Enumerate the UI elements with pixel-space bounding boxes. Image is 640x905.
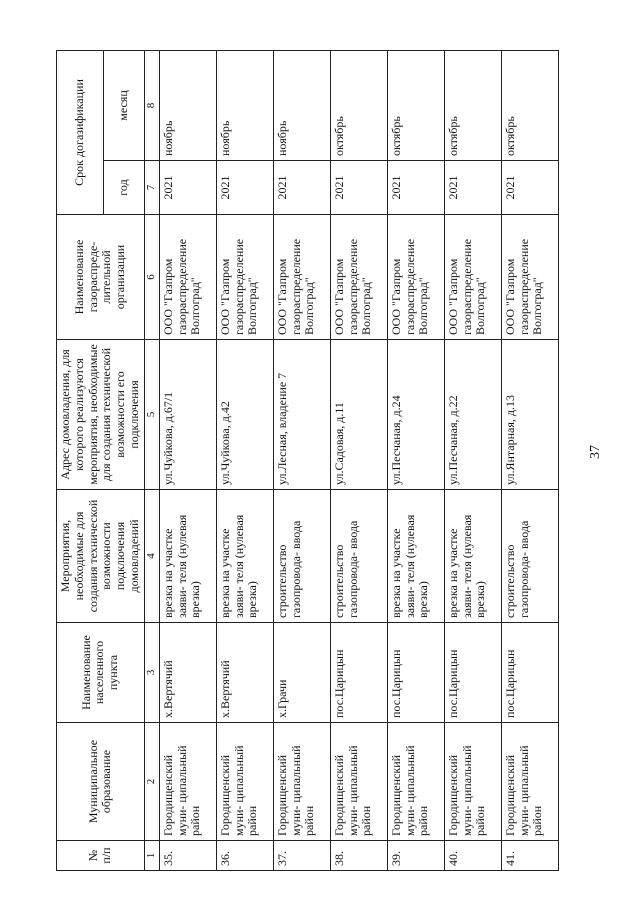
row-number: 39. xyxy=(387,841,444,871)
row-organization: ООО "Газпром газораспределение Волгоград" xyxy=(159,215,216,340)
table-row xyxy=(444,50,501,870)
row-address: ул.Чуйкова, д.42 xyxy=(216,340,273,490)
row-year: 2021 xyxy=(501,161,558,215)
row-settlement: х.Вертячий xyxy=(216,623,273,723)
column-index: 8 xyxy=(144,50,159,160)
row-organization: ООО "Газпром газораспределение Волгоград" xyxy=(330,215,387,340)
row-year: 2021 xyxy=(273,161,330,215)
row-municipality: Городищенский муни- ципальный район xyxy=(216,723,273,841)
row-address: ул.Лесная, владение 7 xyxy=(273,340,330,490)
row-measures: врезка на участке заяви- теля (нулевая врезка) xyxy=(216,490,273,623)
column-index: 5 xyxy=(144,340,159,490)
row-address: ул.Садовая, д.11 xyxy=(330,340,387,490)
header-term: Срок догазификации xyxy=(57,50,104,214)
row-year: 2021 xyxy=(216,161,273,215)
row-organization: ООО "Газпром газораспределение Волгоград" xyxy=(216,215,273,340)
row-municipality: Городищенский муни- ципальный район xyxy=(387,723,444,841)
table-row xyxy=(501,50,558,870)
row-month: октябрь xyxy=(330,50,387,160)
row-address: ул.Песчаная, д.22 xyxy=(444,340,501,490)
column-index: 3 xyxy=(144,623,159,723)
table-row xyxy=(273,50,330,870)
row-number: 40. xyxy=(444,841,501,871)
header-settlement: Наименование населенного пункта xyxy=(57,623,145,723)
row-month: ноябрь xyxy=(159,50,216,160)
header-address: Адрес домовладения, для которого реализуются мероприятия, необходимые для создания технической возможности его подключения xyxy=(57,340,145,490)
column-index: 1 xyxy=(144,841,159,871)
row-number: 37. xyxy=(273,841,330,871)
header-month: месяц xyxy=(104,50,145,160)
row-settlement: х.Грачи xyxy=(273,623,330,723)
header-measures: Мероприятия, необходимые для создания технической возможности подключения домовладений xyxy=(57,490,145,623)
row-year: 2021 xyxy=(330,161,387,215)
row-month: ноябрь xyxy=(273,50,330,160)
row-municipality: Городищенский муни- ципальный район xyxy=(501,723,558,841)
header-organization: Наименование газораспреде- лительной организации xyxy=(57,215,145,340)
row-organization: ООО "Газпром газораспределение Волгоград" xyxy=(444,215,501,340)
row-measures: строительство газопровода- ввода xyxy=(273,490,330,623)
row-municipality: Городищенский муни- ципальный район xyxy=(444,723,501,841)
row-settlement: пос.Царицын xyxy=(330,623,387,723)
row-year: 2021 xyxy=(444,161,501,215)
column-index-row xyxy=(144,50,159,870)
row-address: ул.Чуйкова, д.67/1 xyxy=(159,340,216,490)
row-municipality: Городищенский муни- ципальный район xyxy=(159,723,216,841)
row-measures: строительство газопровода- ввода xyxy=(330,490,387,623)
table-row xyxy=(159,50,216,870)
row-settlement: пос.Царицын xyxy=(387,623,444,723)
row-month: ноябрь xyxy=(216,50,273,160)
header-municipality: Муниципальное образование xyxy=(57,723,145,841)
row-number: 35. xyxy=(159,841,216,871)
row-number: 36. xyxy=(216,841,273,871)
row-measures: строительство газопровода- ввода xyxy=(501,490,558,623)
header-year: год xyxy=(104,161,145,215)
column-index: 6 xyxy=(144,215,159,340)
row-month: октябрь xyxy=(501,50,558,160)
table-row xyxy=(387,50,444,870)
column-index: 7 xyxy=(144,161,159,215)
row-address: ул.Янтарная, д.13 xyxy=(501,340,558,490)
row-number: 38. xyxy=(330,841,387,871)
rotated-page-content xyxy=(56,51,596,871)
row-measures: врезка на участке заяви- теля (нулевая врезка) xyxy=(444,490,501,623)
row-number: 41. xyxy=(501,841,558,871)
row-organization: ООО "Газпром газораспределение Волгоград" xyxy=(501,215,558,340)
column-index: 2 xyxy=(144,723,159,841)
page-number: 37 xyxy=(588,445,603,459)
row-year: 2021 xyxy=(387,161,444,215)
row-month: октябрь xyxy=(444,50,501,160)
row-organization: ООО "Газпром газораспределение Волгоград" xyxy=(273,215,330,340)
row-year: 2021 xyxy=(159,161,216,215)
row-municipality: Городищенский муни- ципальный район xyxy=(330,723,387,841)
header-num: № п/п xyxy=(57,841,145,871)
row-measures: врезка на участке заяви- теля (нулевая врезка) xyxy=(159,490,216,623)
row-organization: ООО "Газпром газораспределение Волгоград" xyxy=(387,215,444,340)
row-settlement: пос.Царицын xyxy=(444,623,501,723)
row-measures: врезка на участке заяви- теля (нулевая врезка) xyxy=(387,490,444,623)
row-month: октябрь xyxy=(387,50,444,160)
row-municipality: Городищенский муни- ципальный район xyxy=(273,723,330,841)
row-settlement: х.Вертячий xyxy=(159,623,216,723)
row-address: ул.Песчаная, д.24 xyxy=(387,340,444,490)
row-settlement: пос.Царицын xyxy=(501,623,558,723)
table-row xyxy=(216,50,273,870)
gasification-table xyxy=(56,50,559,871)
table-row xyxy=(330,50,387,870)
column-index: 4 xyxy=(144,490,159,623)
